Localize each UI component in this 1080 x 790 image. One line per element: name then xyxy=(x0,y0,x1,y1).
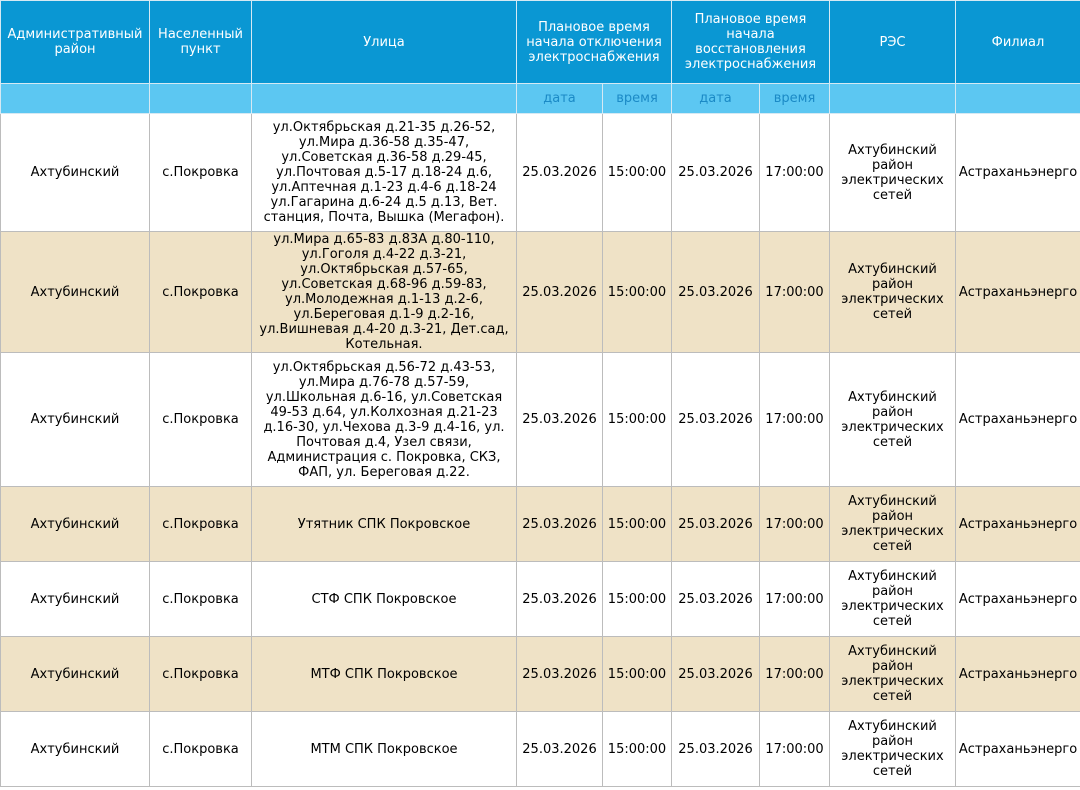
cell-restore-time: 17:00:00 xyxy=(760,353,830,487)
cell-res: Ахтубинский район электрических сетей xyxy=(830,114,956,232)
cell-start-date: 25.03.2026 xyxy=(517,712,603,787)
cell-street: ул.Мира д.65-83 д.83А д.80-110, ул.Гоголя д.4-22 д.3-21, ул.Октябрьская д.57-65, ул.Советская д.68-96 д.59-83, ул.Молодежная д.1-13 д.2-6, ул.Береговая д.1-9 д.2-16, ул.Вишневая д.4-20 д.3-21, Дет.сад, Котельная. xyxy=(252,232,517,353)
cell-start-time: 15:00:00 xyxy=(603,637,672,712)
cell-locality: с.Покровка xyxy=(150,487,252,562)
cell-locality: с.Покровка xyxy=(150,114,252,232)
header-street: Улица xyxy=(252,1,517,84)
cell-res: Ахтубинский район электрических сетей xyxy=(830,562,956,637)
cell-start-date: 25.03.2026 xyxy=(517,232,603,353)
cell-start-date: 25.03.2026 xyxy=(517,114,603,232)
cell-branch: Астраханьэнерго xyxy=(956,562,1080,637)
cell-start-time: 15:00:00 xyxy=(603,353,672,487)
cell-restore-date: 25.03.2026 xyxy=(672,114,760,232)
cell-locality: с.Покровка xyxy=(150,712,252,787)
cell-start-date: 25.03.2026 xyxy=(517,637,603,712)
header-district: Административный район xyxy=(1,1,150,84)
cell-branch: Астраханьэнерго xyxy=(956,712,1080,787)
cell-restore-date: 25.03.2026 xyxy=(672,637,760,712)
cell-branch: Астраханьэнерго xyxy=(956,637,1080,712)
table-row xyxy=(1,232,1080,353)
cell-restore-time: 17:00:00 xyxy=(760,487,830,562)
cell-start-time: 15:00:00 xyxy=(603,712,672,787)
cell-restore-date: 25.03.2026 xyxy=(672,562,760,637)
cell-locality: с.Покровка xyxy=(150,232,252,353)
cell-street: Утятник СПК Покровское xyxy=(252,487,517,562)
cell-branch: Астраханьэнерго xyxy=(956,353,1080,487)
cell-start-date: 25.03.2026 xyxy=(517,562,603,637)
cell-district: Ахтубинский xyxy=(1,637,150,712)
cell-restore-time: 17:00:00 xyxy=(760,232,830,353)
subheader-empty xyxy=(830,84,956,114)
table-row xyxy=(1,353,1080,487)
cell-street: МТФ СПК Покровское xyxy=(252,637,517,712)
cell-street: МТМ СПК Покровское xyxy=(252,712,517,787)
cell-district: Ахтубинский xyxy=(1,353,150,487)
subheader-start-date: дата xyxy=(517,84,603,114)
cell-district: Ахтубинский xyxy=(1,232,150,353)
cell-res: Ахтубинский район электрических сетей xyxy=(830,487,956,562)
cell-restore-date: 25.03.2026 xyxy=(672,712,760,787)
cell-district: Ахтубинский xyxy=(1,487,150,562)
header-locality: Населенный пункт xyxy=(150,1,252,84)
cell-locality: с.Покровка xyxy=(150,562,252,637)
cell-res: Ахтубинский район электрических сетей xyxy=(830,637,956,712)
cell-branch: Астраханьэнерго xyxy=(956,114,1080,232)
subheader-restore-date: дата xyxy=(672,84,760,114)
table-header-row xyxy=(1,1,1080,84)
header-outage-start: Плановое время начала отключения электроснабжения xyxy=(517,1,672,84)
table-row xyxy=(1,712,1080,787)
header-branch: Филиал xyxy=(956,1,1080,84)
header-res: РЭС xyxy=(830,1,956,84)
cell-start-time: 15:00:00 xyxy=(603,114,672,232)
cell-start-date: 25.03.2026 xyxy=(517,353,603,487)
cell-restore-time: 17:00:00 xyxy=(760,562,830,637)
subheader-empty xyxy=(956,84,1080,114)
cell-locality: с.Покровка xyxy=(150,637,252,712)
cell-locality: с.Покровка xyxy=(150,353,252,487)
cell-restore-time: 17:00:00 xyxy=(760,712,830,787)
subheader-start-time: время xyxy=(603,84,672,114)
cell-restore-date: 25.03.2026 xyxy=(672,353,760,487)
table-subheader-row xyxy=(1,84,1080,114)
subheader-restore-time: время xyxy=(760,84,830,114)
table-row xyxy=(1,562,1080,637)
cell-start-date: 25.03.2026 xyxy=(517,487,603,562)
subheader-empty xyxy=(252,84,517,114)
subheader-empty xyxy=(150,84,252,114)
cell-res: Ахтубинский район электрических сетей xyxy=(830,232,956,353)
table-row xyxy=(1,487,1080,562)
cell-restore-time: 17:00:00 xyxy=(760,114,830,232)
cell-restore-date: 25.03.2026 xyxy=(672,487,760,562)
cell-street: СТФ СПК Покровское xyxy=(252,562,517,637)
cell-start-time: 15:00:00 xyxy=(603,487,672,562)
cell-start-time: 15:00:00 xyxy=(603,232,672,353)
cell-branch: Астраханьэнерго xyxy=(956,487,1080,562)
cell-res: Ахтубинский район электрических сетей xyxy=(830,712,956,787)
cell-district: Ахтубинский xyxy=(1,114,150,232)
subheader-empty xyxy=(1,84,150,114)
table-row xyxy=(1,114,1080,232)
cell-district: Ахтубинский xyxy=(1,712,150,787)
cell-restore-time: 17:00:00 xyxy=(760,637,830,712)
cell-district: Ахтубинский xyxy=(1,562,150,637)
cell-street: ул.Октябрьская д.56-72 д.43-53, ул.Мира д.76-78 д.57-59, ул.Школьная д.6-16, ул.Советская 49-53 д.64, ул.Колхозная д.21-23 д.16-30, ул.Чехова д.3-9 д.4-16, ул. Почтовая д.4, Узел связи, Администрация с. Покровка, СКЗ, ФАП, ул. Береговая д.22. xyxy=(252,353,517,487)
table-row xyxy=(1,637,1080,712)
cell-branch: Астраханьэнерго xyxy=(956,232,1080,353)
cell-start-time: 15:00:00 xyxy=(603,562,672,637)
cell-res: Ахтубинский район электрических сетей xyxy=(830,353,956,487)
cell-restore-date: 25.03.2026 xyxy=(672,232,760,353)
header-restore-start: Плановое время начала восстановления электроснабжения xyxy=(672,1,830,84)
cell-street: ул.Октябрьская д.21-35 д.26-52, ул.Мира д.36-58 д.35-47, ул.Советская д.36-58 д.29-45, ул.Почтовая д.5-17 д.18-24 д.6, ул.Аптечная д.1-23 д.4-6 д.18-24 ул.Гагарина д.6-24 д.5 д.13, Вет. станция, Почта, Вышка (Мегафон). xyxy=(252,114,517,232)
